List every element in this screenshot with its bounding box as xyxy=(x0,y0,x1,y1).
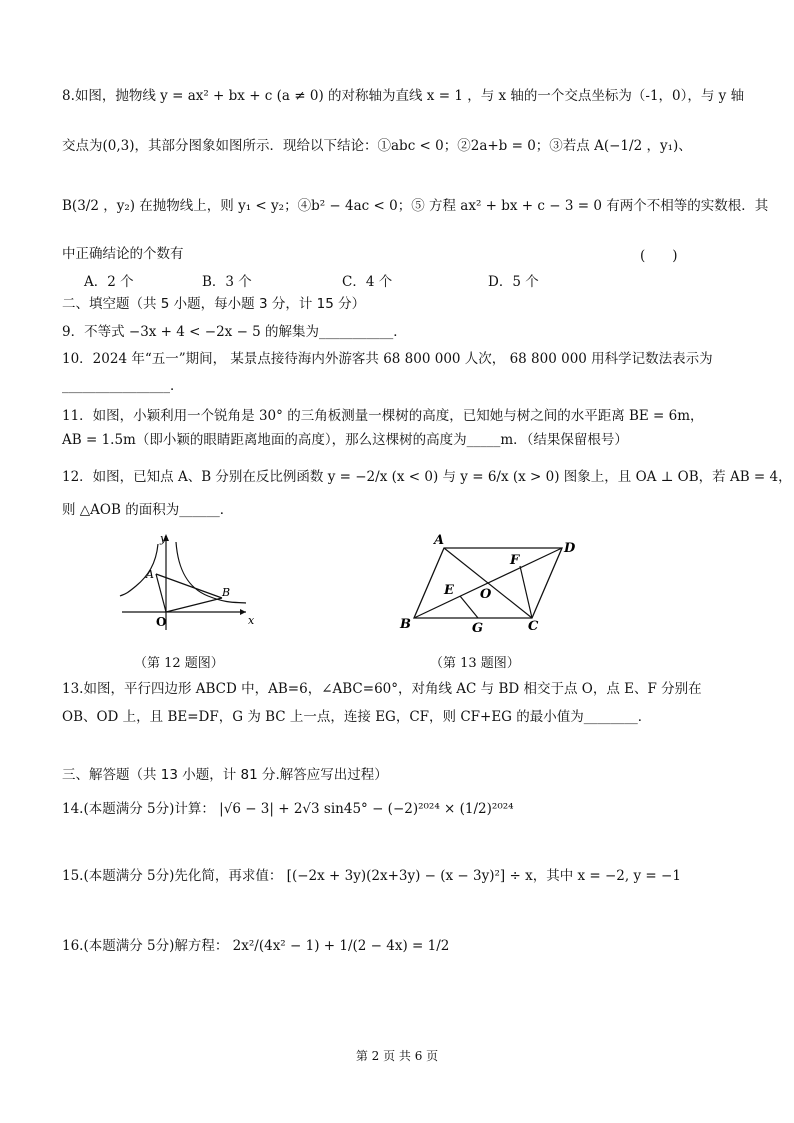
choice-b: B．3 个 xyxy=(202,274,252,290)
diagonal-bd xyxy=(414,548,562,618)
q10-line2: ________________． xyxy=(62,378,184,394)
label-a: A xyxy=(146,568,154,581)
q12-line2: 则 △AOB 的面积为______． xyxy=(62,502,234,518)
label-y: y xyxy=(160,532,167,545)
q9-text: 9．不等式 −3x + 4 < −2x − 5 的解集为___________． xyxy=(62,324,407,340)
label-d: D xyxy=(564,541,576,556)
label-o: O xyxy=(156,615,167,629)
choice-d: D．5 个 xyxy=(488,274,539,290)
segment-eg xyxy=(460,596,478,618)
q15-text: 15.(本题满分 5分)先化简，再求值： [(−2x + 3y)(2x+3y) − (x − 3y)²] ÷ x，其中 x = −2, y = −1 xyxy=(62,868,681,884)
figure-12-graph xyxy=(118,530,258,634)
label-a: A xyxy=(434,533,445,548)
label-b: B xyxy=(400,617,411,632)
label-o: O xyxy=(480,587,492,602)
label-x: x xyxy=(248,614,255,627)
q8-line1: 8.如图，抛物线 y = ax² + bx + c (a ≠ 0) 的对称轴为直线 x = 1 ，与 x 轴的一个交点坐标为（-1，0），与 y 轴 xyxy=(62,88,745,104)
q13-line1: 13.如图，平行四边形 ABCD 中，AB=6，∠ABC=60°，对角线 AC 与 BD 相交于点 O，点 E、F 分别在 xyxy=(62,681,702,697)
x-axis-arrow xyxy=(240,609,246,615)
q8-answer-paren: ( ) xyxy=(640,248,678,264)
page-footer: 第 2 页 共 6 页 xyxy=(355,1049,439,1063)
label-f: F xyxy=(510,553,520,568)
label-g: G xyxy=(472,621,484,636)
figure-13-caption: （第 13 题图） xyxy=(430,656,520,671)
section-3-heading: 三、解答题（共 13 小题，计 81 分.解答应写出过程） xyxy=(62,767,388,783)
figure-12-caption: （第 12 题图） xyxy=(134,656,224,671)
q10-line1: 10．2024 年“五一”期间， 某景点接待海内外游客共 68 800 000 人次， 68 800 000 用科学记数法表示为 xyxy=(62,351,713,367)
figure-13-parallelogram xyxy=(392,530,592,636)
choice-a: A．2 个 xyxy=(84,274,134,290)
segment-oa xyxy=(156,574,166,612)
q16-text: 16.(本题满分 5分)解方程： 2x²/(4x² − 1) + 1/(2 − 4x) = 1/2 xyxy=(62,938,450,954)
q14-text: 14.(本题满分 5分)计算： |√6 − 3| + 2√3 sin45° − (−2)²⁰²⁴ × (1/2)²⁰²⁴ xyxy=(62,801,514,817)
choice-c: C．4 个 xyxy=(342,274,393,290)
label-e: E xyxy=(444,583,454,598)
label-b: B xyxy=(222,586,231,599)
q8-line3: B(3/2 ，y₂) 在抛物线上，则 y₁ < y₂；④b² − 4ac < 0；⑤ 方程 ax² + bx + c − 3 = 0 有两个不相等的实数根．其 xyxy=(62,198,769,214)
q12-line1: 12．如图，已知点 A、B 分别在反比例函数 y = −2/x (x < 0) 与 y = 6/x (x > 0) 图象上，且 OA ⊥ OB，若 AB = 4， xyxy=(62,469,792,485)
q8-line4: 中正确结论的个数有 xyxy=(62,246,184,262)
section-2-heading: 二、填空题（共 5 小题，每小题 3 分，计 15 分） xyxy=(62,296,366,312)
q8-line2: 交点为(0,3)，其部分图象如图所示．现给以下结论：①abc < 0；②2a+b = 0；③若点 A(−1/2 ，y₁)、 xyxy=(62,138,692,154)
label-c: C xyxy=(528,619,539,634)
q11-line1: 11．如图，小颖利用一个锐角是 30° 的三角板测量一棵树的高度，已知她与树之间的水平距离 BE = 6m， xyxy=(62,408,704,424)
segment-ob xyxy=(166,598,222,612)
q13-line2: OB、OD 上，且 BE=DF，G 为 BC 上一点，连接 EG，CF，则 CF+EG 的最小值为________． xyxy=(62,709,652,725)
q11-line2: AB = 1.5m（即小颖的眼睛距离地面的高度），那么这棵树的高度为_____m．（结果保留根号） xyxy=(62,432,628,448)
